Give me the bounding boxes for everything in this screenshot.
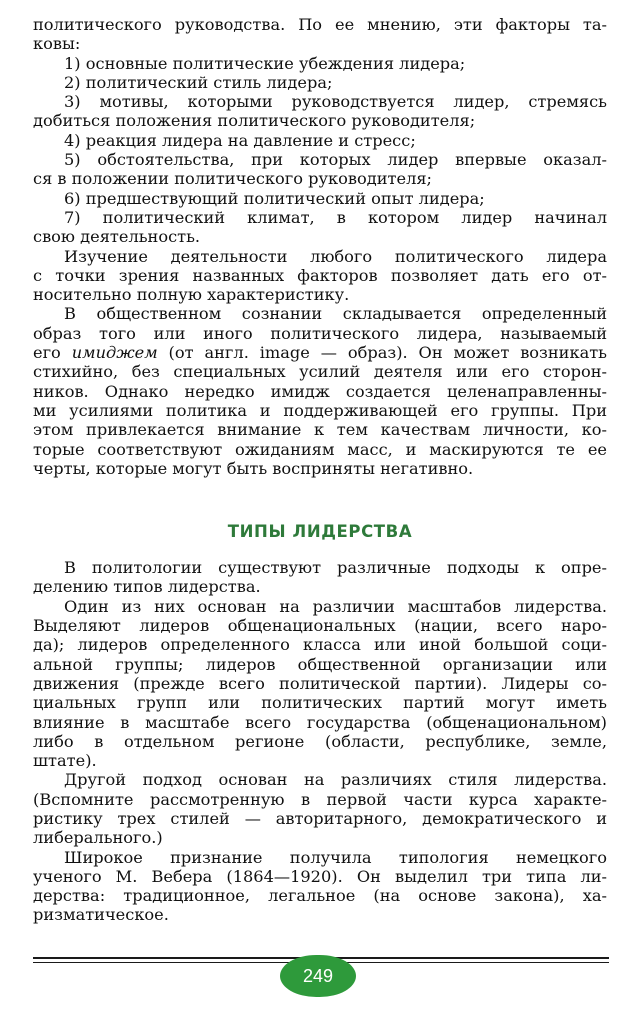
text-line: Выделяют лидеров общенациональных (нации, всего наро- [33, 616, 607, 636]
text-fragment: его [33, 343, 72, 363]
text-line: Изучение деятельности любого политического лидера [64, 246, 607, 266]
section-heading: ТИПЫ ЛИДЕРСТВА [227, 522, 413, 542]
text-line: ученого М. Вебера (1864—1920). Он выделил три типа ли- [33, 866, 607, 886]
study-paragraph [33, 247, 607, 305]
text-line: В политологии существуют различные подходы к опре- [64, 558, 607, 578]
text-line: носительно полную характеристику. [33, 285, 350, 305]
factor-item: 3) мотивы, которыми руководствуется лидер, стремясь [64, 92, 607, 112]
text-line: дерства: традиционное, легальное (на основе закона), ха- [33, 886, 607, 906]
text-line: В общественном сознании складывается определенный [64, 304, 607, 324]
image-paragraph [33, 304, 607, 478]
text-line: Широкое признание получила типология немецкого [64, 847, 607, 867]
text-line: ристику трех стилей — авторитарного, демократического и [33, 808, 607, 828]
factor-item: 4) реакция лидера на давление и стресс; [64, 130, 416, 150]
page-number-badge [280, 955, 356, 997]
factor-item: 1) основные политические убеждения лидера; [64, 53, 466, 73]
text-line: черты, которые могут быть восприняты негативно. [33, 458, 474, 478]
text-line: движения (прежде всего политической партии). Лидеры со- [33, 673, 607, 693]
text-line: Другой подход основан на различиях стиля лидерства. [64, 770, 607, 790]
section-paragraph-style [33, 770, 607, 847]
text-line: либерального.) [33, 828, 163, 848]
text-line: ников. Однако нередко имидж создается целенаправленны- [33, 381, 607, 401]
text-fragment: (от англ. image — образ). Он может возникать [157, 343, 607, 363]
text-line: штате). [33, 751, 97, 771]
text-line-with-term [33, 343, 607, 362]
page-number: 249 [302, 965, 334, 986]
text-line: ми усилиями политика и поддерживающей его группы. При [33, 400, 607, 420]
factor-item: 7) политический климат, в котором лидер начинал [64, 207, 607, 227]
term-image: имиджем [71, 343, 158, 363]
text-line: влияние в масштабе всего государства (общенациональном) [33, 712, 607, 732]
factor-item-continuation: ся в положении политического руководителя; [33, 169, 433, 189]
section-spacer [33, 478, 607, 521]
text-line: торые соответствуют ожиданиям масс, и маскируются те ее [33, 439, 607, 459]
factor-item: 5) обстоятельства, при которых лидер впервые оказал- [64, 150, 607, 170]
text-line: делению типов лидерства. [33, 577, 261, 597]
text-line: да); лидеров определенного класса или иной большой соци- [33, 635, 607, 655]
intro-paragraph [33, 15, 607, 54]
section-paragraph-approaches [33, 558, 607, 597]
factor-item-continuation: свою деятельность. [33, 227, 201, 247]
factor-item: 2) политический стиль лидера; [64, 72, 333, 92]
book-page [33, 15, 607, 925]
factor-item: 6) предшествующий политический опыт лидера; [64, 188, 485, 208]
factor-list [33, 54, 607, 247]
text-line: стихийно, без специальных усилий деятеля или его сторон- [33, 362, 607, 382]
text-line: ризматическое. [33, 905, 169, 925]
section-paragraph-weber [33, 848, 607, 925]
text-line: образ того или иного политического лидера, называемый [33, 323, 607, 343]
text-line: этом привлекается внимание к тем качествам личности, ко- [33, 420, 607, 440]
text-line: политического руководства. По ее мнению, эти факторы та- [33, 15, 607, 34]
text-line: альной группы; лидеров общественной организации или [33, 654, 607, 674]
text-line: (Вспомните рассмотренную в первой части курса характе- [33, 789, 607, 809]
text-line: с точки зрения названных факторов позволяет дать его от- [33, 265, 607, 285]
text-line: Один из них основан на различии масштабов лидерства. [64, 596, 607, 616]
text-line: либо в отдельном регионе (области, республике, земле, [33, 731, 607, 751]
text-line: циальных групп или политических партий могут иметь [33, 693, 607, 713]
text-line: ковы: [33, 34, 81, 54]
section-paragraph-scale [33, 597, 607, 771]
factor-item-continuation: добиться положения политического руководителя; [33, 111, 476, 131]
